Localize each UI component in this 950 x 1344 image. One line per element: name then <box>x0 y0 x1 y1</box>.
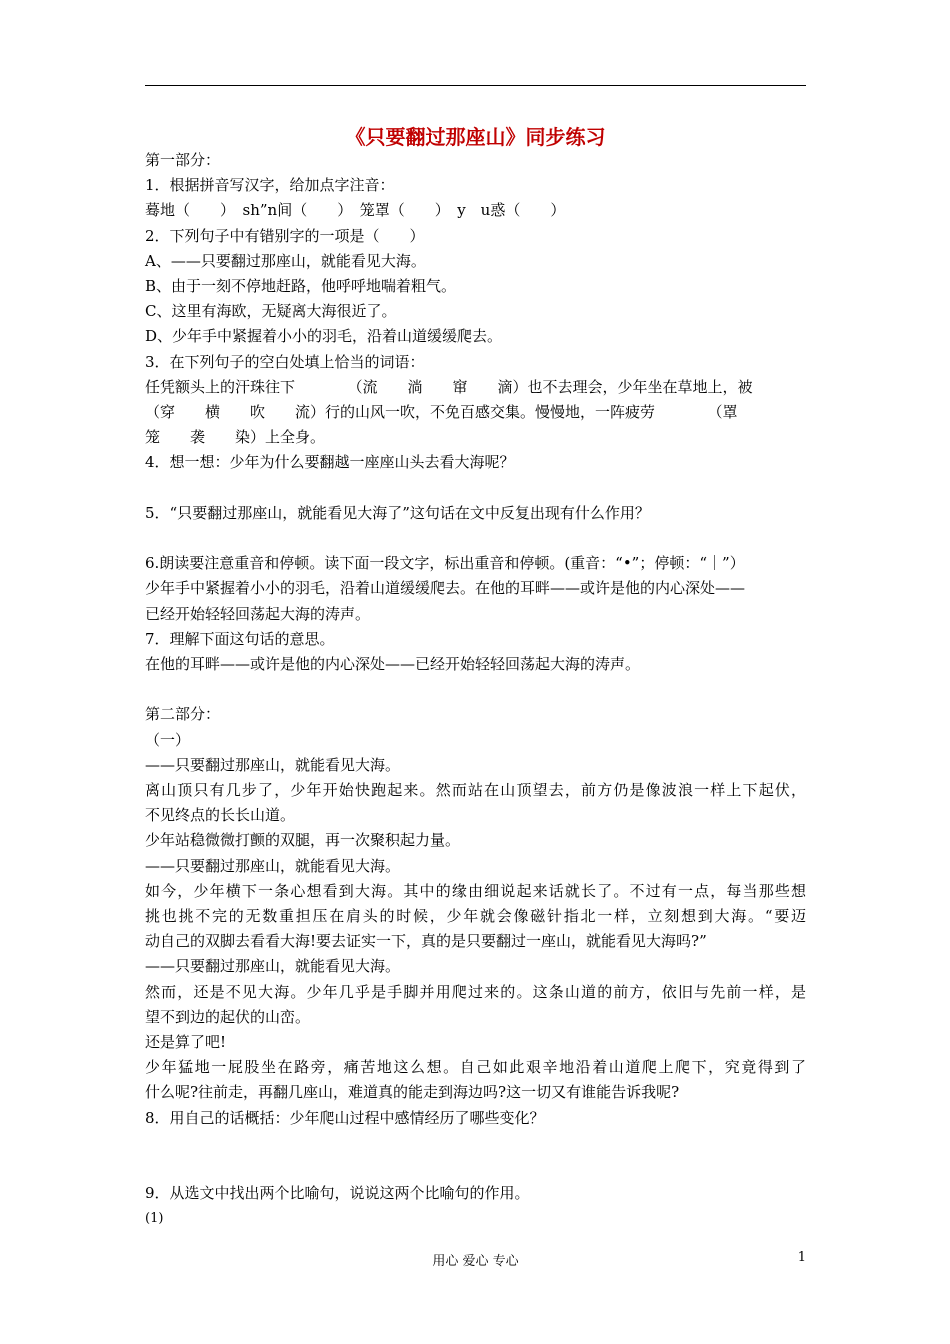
question-5: 5．“只要翻过那座山，就能看见大海了”这句话在文中反复出现有什么作用？ <box>145 503 650 522</box>
question-1-items: 蓦地（ ） sh”n间（ ） 笼罩（ ） y u惑（ ） <box>145 201 566 220</box>
page-footer <box>145 1250 806 1270</box>
question-7-text: 在他的耳畔——或许是他的内心深处——已经开始轻轻回荡起大海的涛声。 <box>145 655 641 674</box>
answer-space <box>145 1131 806 1181</box>
answer-space <box>145 526 806 551</box>
question-8: 8．用自己的话概括：少年爬山过程中感情经历了哪些变化？ <box>145 1108 545 1127</box>
header-rule <box>145 85 806 86</box>
passage-line: 少年站稳微微打颤的双腿，再一次聚积起力量。 <box>145 831 461 850</box>
question-6-line-1: 6.朗读要注意重音和停顿。读下面一段文字，标出重音和停顿。(重音：“•”；停顿：“｜”） <box>145 554 745 573</box>
question-7: 7．理解下面这句话的意思。 <box>145 629 335 648</box>
passage-line: 不见终点的长长山道。 <box>145 806 296 825</box>
reading-passage <box>145 753 806 1106</box>
passage-line: 离山顶只有几步了，少年开始快跑起来。然而站在山顶望去，前方仍是像波浪一样上下起伏， <box>145 781 806 800</box>
document-body <box>145 148 806 1232</box>
passage-line: 挑也挑不完的无数重担压在肩头的时候，少年就会像磁针指北一样，立刻想到大海。“要迈 <box>145 907 806 926</box>
part2-heading: 第二部分： <box>145 705 221 724</box>
answer-space <box>145 677 806 702</box>
answer-space <box>145 476 806 501</box>
question-2-option-a: A、——只要翻过那座山，就能看见大海。 <box>145 251 426 270</box>
passage-line: 然而，还是不见大海。少年几乎是手脚并用爬过来的。这条山道的前方，依旧与先前一样，是 <box>145 982 806 1001</box>
question-9-item-1: (1) <box>145 1211 164 1227</box>
question-3-line-2: （穿 横 吹 流）行的山风一吹，不免百感交集。慢慢地，一阵疲劳 （罩 <box>145 403 738 422</box>
question-4: 4．想一想：少年为什么要翻越一座座山头去看大海呢？ <box>145 453 515 472</box>
question-2-option-d: D、少年手中紧握着小小的羽毛，沿着山道缓缓爬去。 <box>145 327 503 346</box>
question-6-line-3: 已经开始轻轻回荡起大海的涛声。 <box>145 604 371 623</box>
question-2-option-c: C、这里有海欧，无疑离大海很近了。 <box>145 302 397 321</box>
question-9: 9．从选文中找出两个比喻句，说说这两个比喻句的作用。 <box>145 1184 530 1203</box>
question-2-option-b: B、由于一刻不停地赶路，他呼呼地喘着粗气。 <box>145 277 457 296</box>
passage-line: 动自己的双脚去看看大海!要去证实一下，真的是只要翻过一座山，就能看见大海吗?” <box>145 932 707 951</box>
passage-line: 什么呢?往前走，再翻几座山，难道真的能走到海边吗?这一切又有谁能告诉我呢? <box>145 1083 680 1102</box>
part2-subheading: （一） <box>145 730 191 749</box>
passage-line: 望不到边的起伏的山峦。 <box>145 1007 311 1026</box>
question-6-line-2: 少年手中紧握着小小的羽毛，沿着山道缓缓爬去。在他的耳畔——或许是他的内心深处—— <box>145 579 746 598</box>
passage-line: ——只要翻过那座山，就能看见大海。 <box>145 957 401 976</box>
passage-line: 少年猛地一屁股坐在路旁，痛苦地这么想。自己如此艰辛地沿着山道爬上爬下，究竟得到了 <box>145 1058 806 1077</box>
question-1: 1．根据拼音写汉字，给加点字注音： <box>145 176 395 195</box>
footer-text: 用心 爱心 专心 <box>432 1254 519 1269</box>
page-number: 1 <box>797 1250 806 1265</box>
question-3-line-1: 任凭额头上的汗珠往下 （流 淌 窜 滴）也不去理会，少年坐在草地上，被 <box>145 377 753 396</box>
part1-heading: 第一部分： <box>145 151 221 169</box>
question-3: 3．在下列句子的空白处填上恰当的词语： <box>145 352 425 371</box>
passage-line: 如今，少年横下一条心想看到大海。其中的缘由细说起来话就长了。不过有一点，每当那些想 <box>145 881 806 900</box>
passage-line: 还是算了吧! <box>145 1033 227 1052</box>
passage-line: ——只要翻过那座山，就能看见大海。 <box>145 755 401 774</box>
question-2: 2．下列句子中有错别字的一项是（ ） <box>145 226 425 245</box>
page-title: 《只要翻过那座山》同步练习 <box>345 125 606 149</box>
question-3-line-3: 笼 袭 染）上全身。 <box>145 428 326 447</box>
passage-line: ——只要翻过那座山，就能看见大海。 <box>145 856 401 875</box>
